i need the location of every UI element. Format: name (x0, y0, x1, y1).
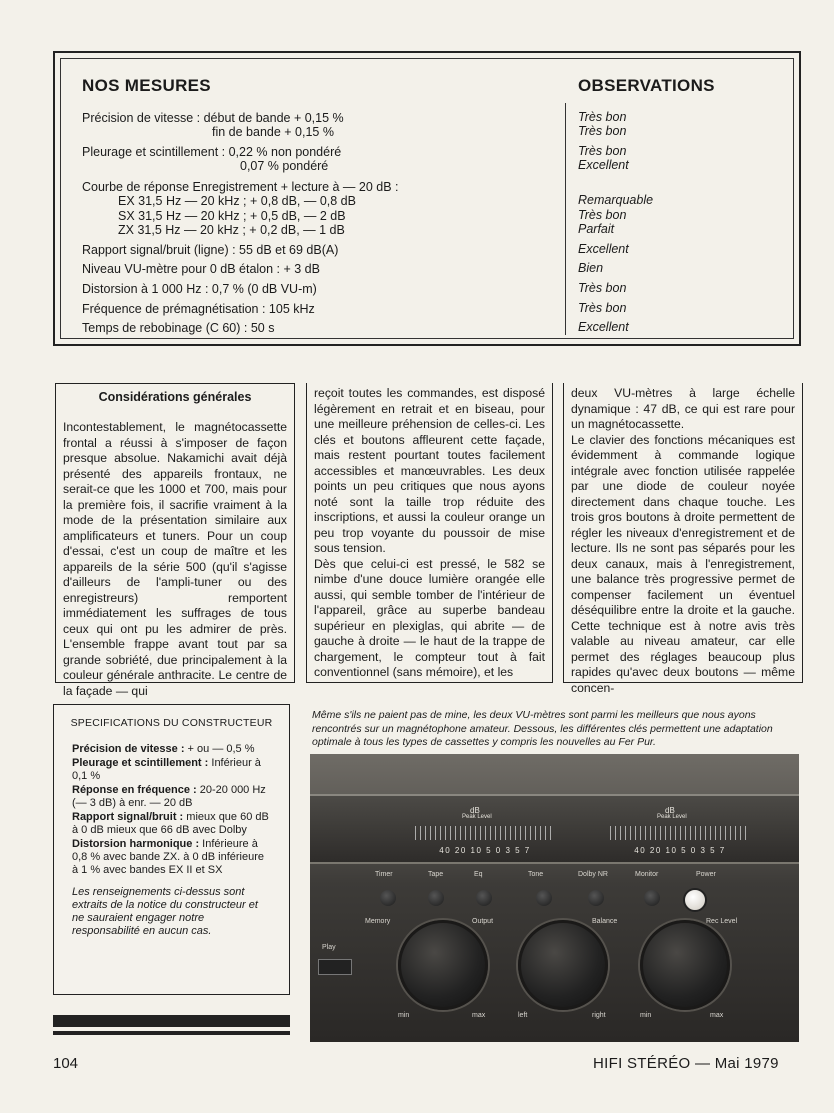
footer-rule-thin (53, 1031, 290, 1035)
balance-left-label: left (518, 1012, 528, 1019)
monitor-label: Monitor (635, 871, 659, 878)
vu-scale-label: 40 20 10 5 0 3 5 7 (634, 846, 726, 855)
measure-line: EX 31,5 Hz — 20 kHz ; + 0,8 dB, — 0,8 dB (118, 194, 356, 208)
observation: Bien (578, 261, 604, 275)
spec-value: Inférieur à 0,1 % (72, 757, 261, 782)
rec-level-knob[interactable] (640, 920, 730, 1010)
article-paragraph: Incontestablement, le magnétocassette frontal a réussi à s'imposer de façon presque absolue. Nakamichi avait déjà présenté des appareils frontaux, ne serait-ce que les 1000 et 700, mais pour la première fois, il sacrifie vraiment à la mode de la présentation similaire aux amplificateurs et tuners. Pour un coup d'essai, c'est un coup de maître et les appareils de la série 500 (qu'il s'agisse d'ailleurs de l'ampli-tuner ou des enregistreurs) remportent immédiatement les suffrages de tous ceux qui ont pu les admirer de près. L'ensemble frappe avant tout par sa grande sobriété, due principalement à la couleur générale anthracite. Le centre de la façade — qui (63, 420, 287, 698)
measure-line: Distorsion à 1 000 Hz : 0,7 % (0 dB VU-m) (82, 282, 317, 296)
measure-line: fin de bande + 0,15 % (212, 125, 334, 139)
tone-switch[interactable] (536, 890, 552, 906)
balance-label: Balance (592, 918, 618, 925)
spec-value: Inférieure à 0,8 % avec bande ZX. à 0 dB inférieure à 1 % avec bandes EX II et SX (72, 838, 265, 876)
cassette-deck-photo (310, 754, 799, 1042)
article-column-3 (563, 383, 803, 695)
observation: Excellent (578, 320, 629, 334)
observation: Très bon (578, 281, 627, 295)
balance-knob[interactable] (518, 920, 608, 1010)
observation: Excellent (578, 158, 629, 172)
vu-ticks (610, 826, 750, 840)
measure-line: Temps de rebobinage (C 60) : 50 s (82, 321, 275, 335)
output-label: Output (472, 918, 494, 925)
specifications-note: Les renseignements ci-dessus sont extraits de la notice du constructeur et ne sauraient engager notre responsabilité en aucun cas. (72, 886, 258, 937)
observation: Très bon (578, 301, 627, 315)
spec-label: Pleurage et scintillement : (72, 757, 209, 769)
play-button[interactable] (318, 959, 352, 975)
measure-line: ZX 31,5 Hz — 20 kHz ; + 0,2 dB, — 1 dB (118, 223, 345, 237)
measure-line: Courbe de réponse Enregistrement + lecture à — 20 dB : (82, 180, 399, 194)
rec-level-label: Rec Level (706, 918, 738, 925)
spec-item (72, 784, 273, 810)
output-min-label: min (398, 1012, 410, 1019)
power-button[interactable] (683, 888, 707, 912)
timer-label: Timer (375, 871, 393, 878)
specifications-title: SPECIFICATIONS DU CONSTRUCTEUR (70, 717, 273, 729)
vu-db-label: dB (470, 806, 480, 815)
vu-meter-right (595, 806, 765, 856)
measure-line: Fréquence de prémagnétisation : 105 kHz (82, 302, 315, 316)
output-knob[interactable] (398, 920, 488, 1010)
spec-value: mieux que 60 dB à 0 dB mieux que 66 dB avec Dolby (72, 811, 269, 836)
vu-peak-label: Peak Level (462, 814, 492, 820)
vu-ticks (415, 826, 555, 840)
monitor-switch[interactable] (644, 890, 660, 906)
vu-meter-window (310, 794, 799, 864)
article-paragraph: Dès que celui-ci est pressé, le 582 se nimbe d'une douce lumière orangée elle aussi, qui semble tomber de l'intérieur de l'appareil, grâce au superbe bandeau supérieur en plexiglas, qui abrite — de gauche à droite — le haut de la trappe de chargement, le compteur tout à fait conventionnel (sans mémoire), et les (314, 556, 545, 679)
spec-label: Distorsion harmonique : (72, 838, 200, 850)
article-column-2 (306, 383, 553, 683)
observation: Remarquable (578, 193, 654, 207)
eq-label: Eq (474, 871, 483, 878)
rec-max-label: max (710, 1012, 724, 1019)
article-column-1 (55, 383, 295, 698)
tape-selector[interactable] (428, 890, 444, 906)
measure-line: Niveau VU-mètre pour 0 dB étalon : + 3 dB (82, 262, 320, 276)
observation: Très bon (578, 124, 627, 138)
spec-label: Précision de vitesse : (72, 743, 185, 755)
article-heading: Considérations générales (98, 390, 252, 404)
observation: Très bon (578, 110, 627, 124)
spec-item (72, 838, 273, 877)
column-divider (565, 103, 566, 335)
magazine-footer: HIFI STÉRÉO — Mai 1979 (593, 1055, 779, 1072)
measure-line: Rapport signal/bruit (ligne) : 55 dB et 69 dB(A) (82, 243, 339, 257)
output-max-label: max (472, 1012, 486, 1019)
spec-label: Réponse en fréquence : (72, 784, 197, 796)
memory-label: Memory (365, 918, 391, 925)
observation: Très bon (578, 144, 627, 158)
measure-line: Pleurage et scintillement : 0,22 % non pondéré (82, 145, 342, 159)
article-paragraph: Le clavier des fonctions mécaniques est évidemment à commande logique intégrale avec fonction utilisée rappelée par une diode de couleur noyée directement dans chaque touche. Les trois gros boutons à droite permettent de régler les niveaux d'enregistrement et de lecture. Ils ne sont pas séparés pour les deux canaux, mais à l'enregistrement, une balance très progressive permet de compenser facilement un éventuel déséquilibre entre la droite et la gauche. Cette technique est à notre avis très valable au niveau amateur, car elle permet des réglages beaucoup plus rapides qu'avec deux boutons — même concen- (571, 432, 795, 695)
observation: Parfait (578, 222, 615, 236)
spec-label: Rapport signal/bruit : (72, 811, 184, 823)
spec-item (72, 757, 273, 783)
measure-line: SX 31,5 Hz — 20 kHz ; + 0,5 dB, — 2 dB (118, 209, 346, 223)
footer-rule (53, 1015, 290, 1027)
tone-label: Tone (528, 871, 544, 878)
dolby-switch[interactable] (588, 890, 604, 906)
measure-line: Précision de vitesse : début de bande + 0,15 % (82, 111, 344, 125)
photo-caption: Même s'ils ne paient pas de mine, les deux VU-mètres sont parmi les meilleurs que nous ayons rencontrés sur un magnétophone amateur. Dessous, les différentes clés permettent une adaptation optimale à tous les types de cassettes y compris les nouvelles au Fer Pur. (312, 709, 773, 748)
measures-title: NOS MESURES (82, 76, 211, 95)
article-paragraph: reçoit toutes les commandes, est disposé légèrement en retrait et en biseau, pour une meilleure préhension de celles-ci. Les clés et boutons affleurent cette façade, mais restent pourtant toutes facilement accessibles et manœuvrables. Les deux points un peu critiques que nous ayons noté sont la taille trop réduite des inscriptions, et aussi la couleur orange un peu trop voyante du poussoir de mise sous tension. (314, 386, 545, 555)
measure-line: 0,07 % pondéré (240, 159, 329, 173)
observation: Très bon (578, 208, 627, 222)
power-label: Power (696, 871, 716, 878)
spec-value: 20-20 000 Hz (— 3 dB) à enr. — 20 dB (72, 784, 266, 809)
spec-item (72, 743, 273, 756)
vu-meter-left (400, 806, 570, 856)
vu-scale-label: 40 20 10 5 0 3 5 7 (439, 846, 531, 855)
page-number: 104 (53, 1055, 79, 1072)
observations-title: OBSERVATIONS (578, 76, 715, 95)
specifications-box (53, 704, 290, 995)
vu-db-label: dB (665, 806, 675, 815)
timer-switch[interactable] (380, 890, 396, 906)
tape-label: Tape (428, 871, 444, 878)
spec-value: + ou — 0,5 % (184, 743, 255, 755)
rec-min-label: min (640, 1012, 652, 1019)
observation: Excellent (578, 242, 629, 256)
spec-item (72, 811, 273, 837)
dolby-label: Dolby NR (578, 871, 608, 878)
play-label: Play (322, 944, 336, 951)
article-paragraph: deux VU-mètres à large échelle dynamique : 47 dB, ce qui est rare pour un magnétocassette. (571, 386, 795, 431)
vu-peak-label: Peak Level (657, 814, 687, 820)
balance-right-label: right (592, 1012, 606, 1019)
eq-selector[interactable] (476, 890, 492, 906)
